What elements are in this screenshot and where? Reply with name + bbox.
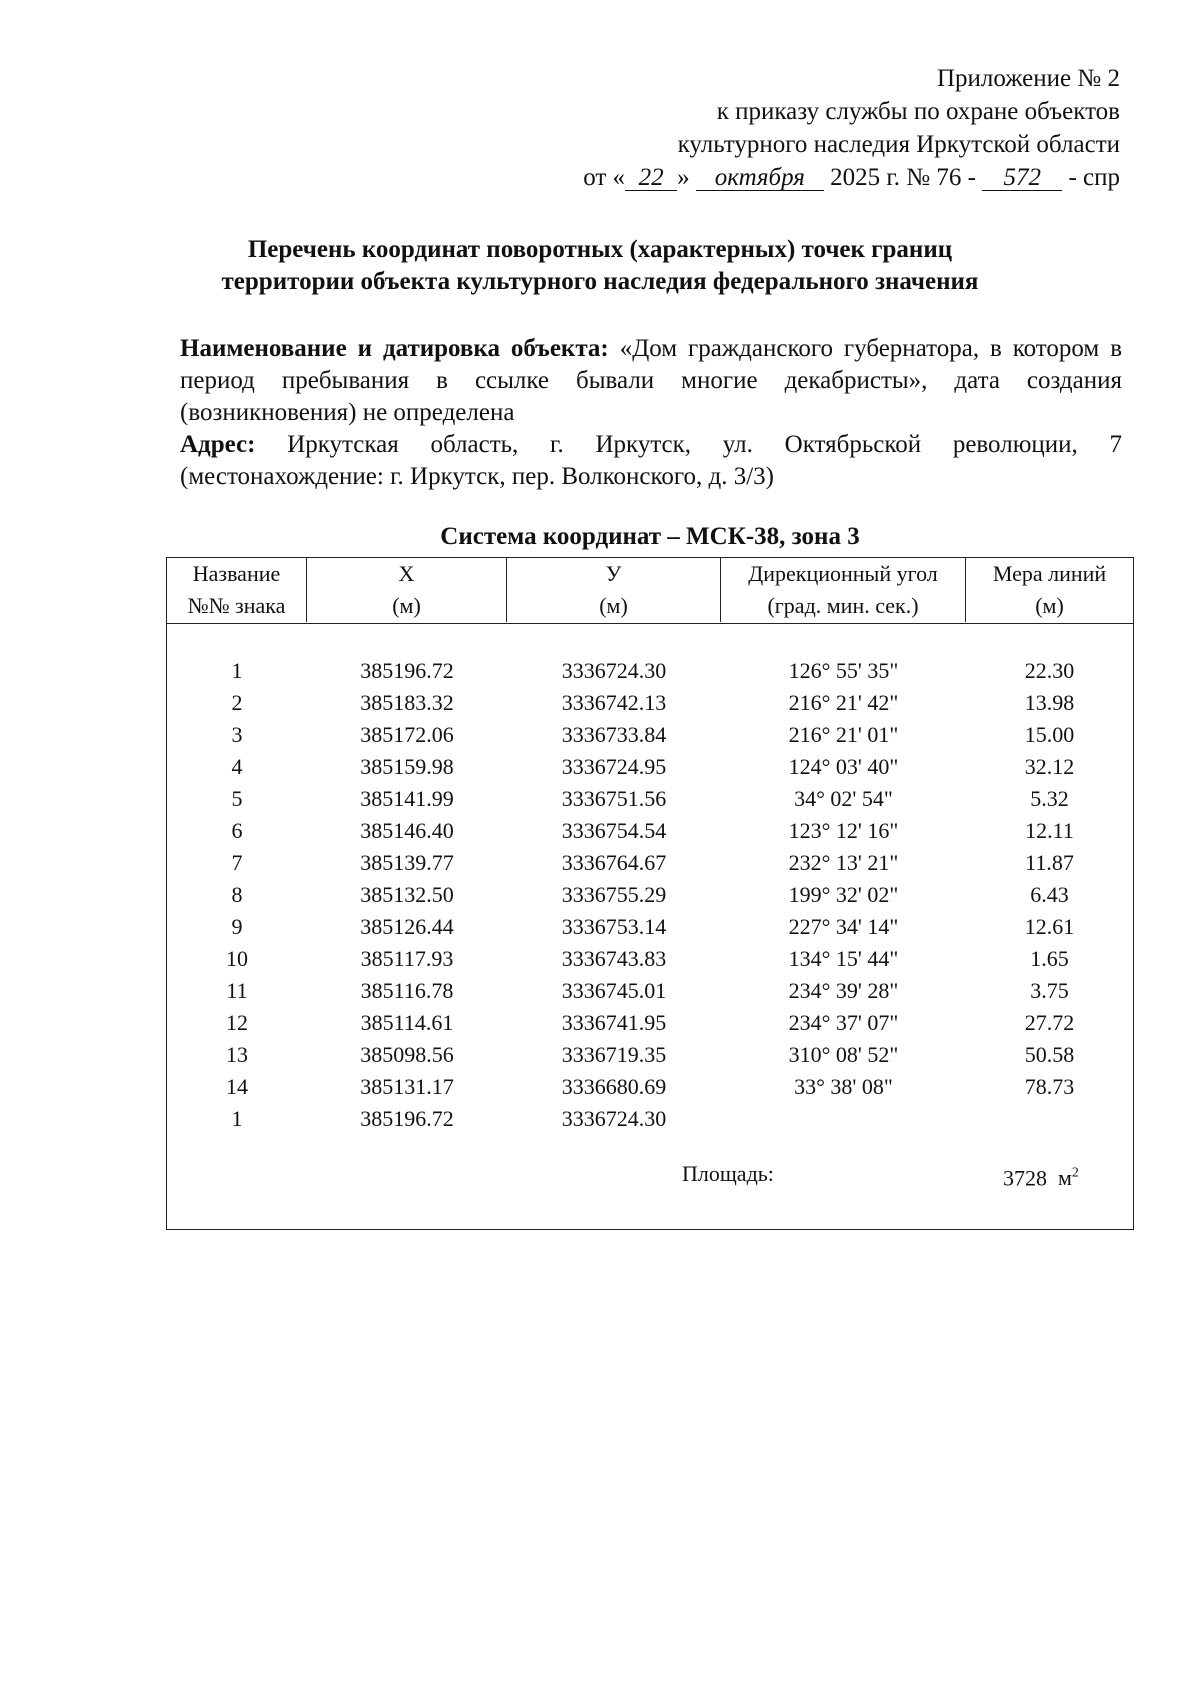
document-title [150, 234, 1050, 298]
header-bearing [721, 558, 966, 622]
cell-distance: 12.11 [1025, 818, 1074, 843]
table-row [167, 655, 1133, 687]
cell-bearing: 199° 32' 02" [788, 882, 899, 907]
object-address-paragraph [180, 429, 1122, 493]
cell-x: 385196.72 [360, 1106, 454, 1131]
appendix-label: Приложение № 2 [936, 65, 1120, 92]
cell-bearing: 227° 34' 14" [788, 914, 899, 939]
cell-x: 385117.93 [360, 946, 454, 971]
cell-bearing: 33° 38' 08" [794, 1074, 893, 1099]
cell-y: 3336742.13 [561, 690, 667, 715]
header-subtext: (м) [599, 593, 628, 618]
order-reference-line: к приказу службы по охране объектов [716, 98, 1120, 125]
cell-x: 385139.77 [360, 850, 454, 875]
cell-point: 13 [226, 1042, 248, 1067]
table-row [167, 687, 1133, 719]
cell-point: 10 [226, 946, 248, 971]
cell-y: 3336754.54 [561, 818, 667, 843]
table-row [167, 815, 1133, 847]
cell-x: 385098.56 [360, 1042, 454, 1067]
header-subtext: (м) [392, 593, 421, 618]
cell-bearing: 126° 55' 35" [788, 658, 899, 683]
cell-distance: 6.43 [1030, 882, 1069, 907]
object-name-paragraph [180, 333, 1122, 429]
cell-bearing: 216° 21' 42" [788, 690, 899, 715]
cell-point: 8 [231, 882, 243, 907]
cell-point: 1 [231, 658, 243, 683]
cell-point: 7 [231, 850, 243, 875]
cell-point: 9 [231, 914, 243, 939]
cell-x: 385183.32 [360, 690, 454, 715]
cell-point: 6 [231, 818, 243, 843]
table-row [167, 751, 1133, 783]
cell-distance: 11.87 [1025, 850, 1074, 875]
date-mid: » [677, 164, 690, 191]
area-unit-power: 2 [1071, 1166, 1079, 1181]
title-line-2: территории объекта культурного наследия федерального значения [221, 268, 979, 295]
cell-y: 3336733.84 [561, 722, 667, 747]
table-row [167, 1103, 1133, 1135]
area-unit-text: м [1058, 1165, 1072, 1191]
area-row [167, 1158, 1133, 1190]
cell-bearing: 234° 37' 07" [788, 1010, 899, 1035]
area-unit [1058, 1165, 1079, 1190]
cell-distance: 50.58 [1024, 1042, 1075, 1067]
cell-x: 385146.40 [360, 818, 454, 843]
cell-y: 3336680.69 [561, 1074, 667, 1099]
authority-line: культурного наследия Иркутской области [677, 131, 1120, 158]
cell-x: 385126.44 [360, 914, 454, 939]
handwritten-order-number: 572 [982, 166, 1062, 191]
cell-distance: 3.75 [1030, 978, 1069, 1003]
cell-x: 385131.17 [360, 1074, 454, 1099]
cell-point: 12 [226, 1010, 248, 1035]
table-row [167, 847, 1133, 879]
cell-point: 11 [226, 978, 248, 1003]
header-y [507, 558, 721, 622]
table-row [167, 943, 1133, 975]
cell-y: 3336743.83 [561, 946, 667, 971]
table-row [167, 1007, 1133, 1039]
cell-point: 3 [231, 722, 243, 747]
cell-distance: 5.32 [1030, 786, 1069, 811]
header-x [307, 558, 507, 622]
table-row [167, 1071, 1133, 1103]
cell-y: 3336764.67 [561, 850, 667, 875]
cell-distance: 78.73 [1024, 1074, 1075, 1099]
date-prefix: от « [583, 164, 626, 191]
header-text: X [398, 561, 415, 586]
cell-point: 2 [231, 690, 243, 715]
header-subtext: №№ знака [187, 593, 286, 618]
header-text: Дирекционный угол [748, 561, 938, 586]
table-row [167, 719, 1133, 751]
cell-bearing: 134° 15' 44" [788, 946, 899, 971]
order-date-line [583, 161, 1120, 194]
header-text: Название [192, 561, 281, 586]
header-text: У [605, 561, 622, 586]
table-row [167, 783, 1133, 815]
cell-distance: 1.65 [1030, 946, 1069, 971]
cell-bearing: 232° 13' 21" [788, 850, 899, 875]
cell-distance: 22.30 [1024, 658, 1075, 683]
area-value: 3728 [1003, 1165, 1047, 1191]
cell-distance: 12.61 [1024, 914, 1075, 939]
cell-point: 4 [231, 754, 243, 779]
handwritten-day: 22 [625, 166, 677, 191]
cell-bearing: 124° 03' 40" [788, 754, 899, 779]
cell-distance: 13.98 [1024, 690, 1075, 715]
cell-bearing: 34° 02' 54" [794, 786, 893, 811]
cell-y: 3336724.30 [561, 658, 667, 683]
cell-bearing: 216° 21' 01" [788, 722, 899, 747]
table-row [167, 1039, 1133, 1071]
header-distance [966, 558, 1133, 622]
object-name-label: Наименование и датировка объекта: [180, 335, 609, 362]
cell-x: 385114.61 [360, 1010, 454, 1035]
handwritten-month: октября [696, 166, 824, 191]
cell-point: 14 [226, 1074, 248, 1099]
order-suffix: - спр [1068, 164, 1120, 191]
title-line-1: Перечень координат поворотных (характерных) точек границ [247, 236, 953, 263]
cell-x: 385172.06 [360, 722, 454, 747]
cell-bearing: 310° 08' 52" [788, 1042, 899, 1067]
object-address-label: Адрес: [180, 431, 256, 458]
cell-distance: 27.72 [1024, 1010, 1075, 1035]
cell-bearing: 234° 39' 28" [788, 978, 899, 1003]
cell-y: 3336741.95 [561, 1010, 667, 1035]
cell-y: 3336751.56 [561, 786, 667, 811]
cell-x: 385116.78 [360, 978, 454, 1003]
date-suffix: 2025 г. № 76 - [830, 164, 976, 191]
cell-y: 3336753.14 [561, 914, 667, 939]
cell-point: 1 [231, 1106, 243, 1131]
cell-x: 385196.72 [360, 658, 454, 683]
cell-y: 3336724.30 [561, 1106, 667, 1131]
cell-distance: 15.00 [1024, 722, 1075, 747]
cell-x: 385132.50 [360, 882, 454, 907]
document-header [583, 62, 1120, 194]
area-label: Площадь: [682, 1161, 774, 1186]
table-row [167, 879, 1133, 911]
area-value-group [1003, 1158, 1079, 1194]
header-text: Мера линий [992, 561, 1107, 586]
object-address-value: Иркутская область, г. Иркутск, ул. Октябрьской революции, 7 (местонахождение: г. Иркутск, пер. Волконского, д. 3/3) [180, 431, 1123, 490]
table-row [167, 975, 1133, 1007]
cell-y: 3336755.29 [561, 882, 667, 907]
header-subtext: (м) [1035, 593, 1064, 618]
header-subtext: (град. мин. сек.) [767, 593, 919, 618]
cell-point: 5 [231, 786, 243, 811]
cell-distance: 32.12 [1024, 754, 1075, 779]
table-body [167, 655, 1133, 1135]
table-header [167, 558, 1133, 624]
cell-x: 385159.98 [360, 754, 454, 779]
coordinates-table [166, 557, 1134, 1230]
coordinate-system-title: Система координат – МСК-38, зона 3 [440, 523, 860, 550]
cell-y: 3336745.01 [561, 978, 667, 1003]
cell-y: 3336724.95 [561, 754, 667, 779]
table-row [167, 911, 1133, 943]
header-point-name [167, 558, 307, 622]
cell-x: 385141.99 [360, 786, 454, 811]
cell-bearing: 123° 12' 16" [788, 818, 899, 843]
object-name-value: «Дом гражданского губернатора, в котором в период пребывания в ссылке бывали многие декабристы», дата создания (возникновения) не определена [180, 335, 1122, 426]
cell-y: 3336719.35 [561, 1042, 667, 1067]
